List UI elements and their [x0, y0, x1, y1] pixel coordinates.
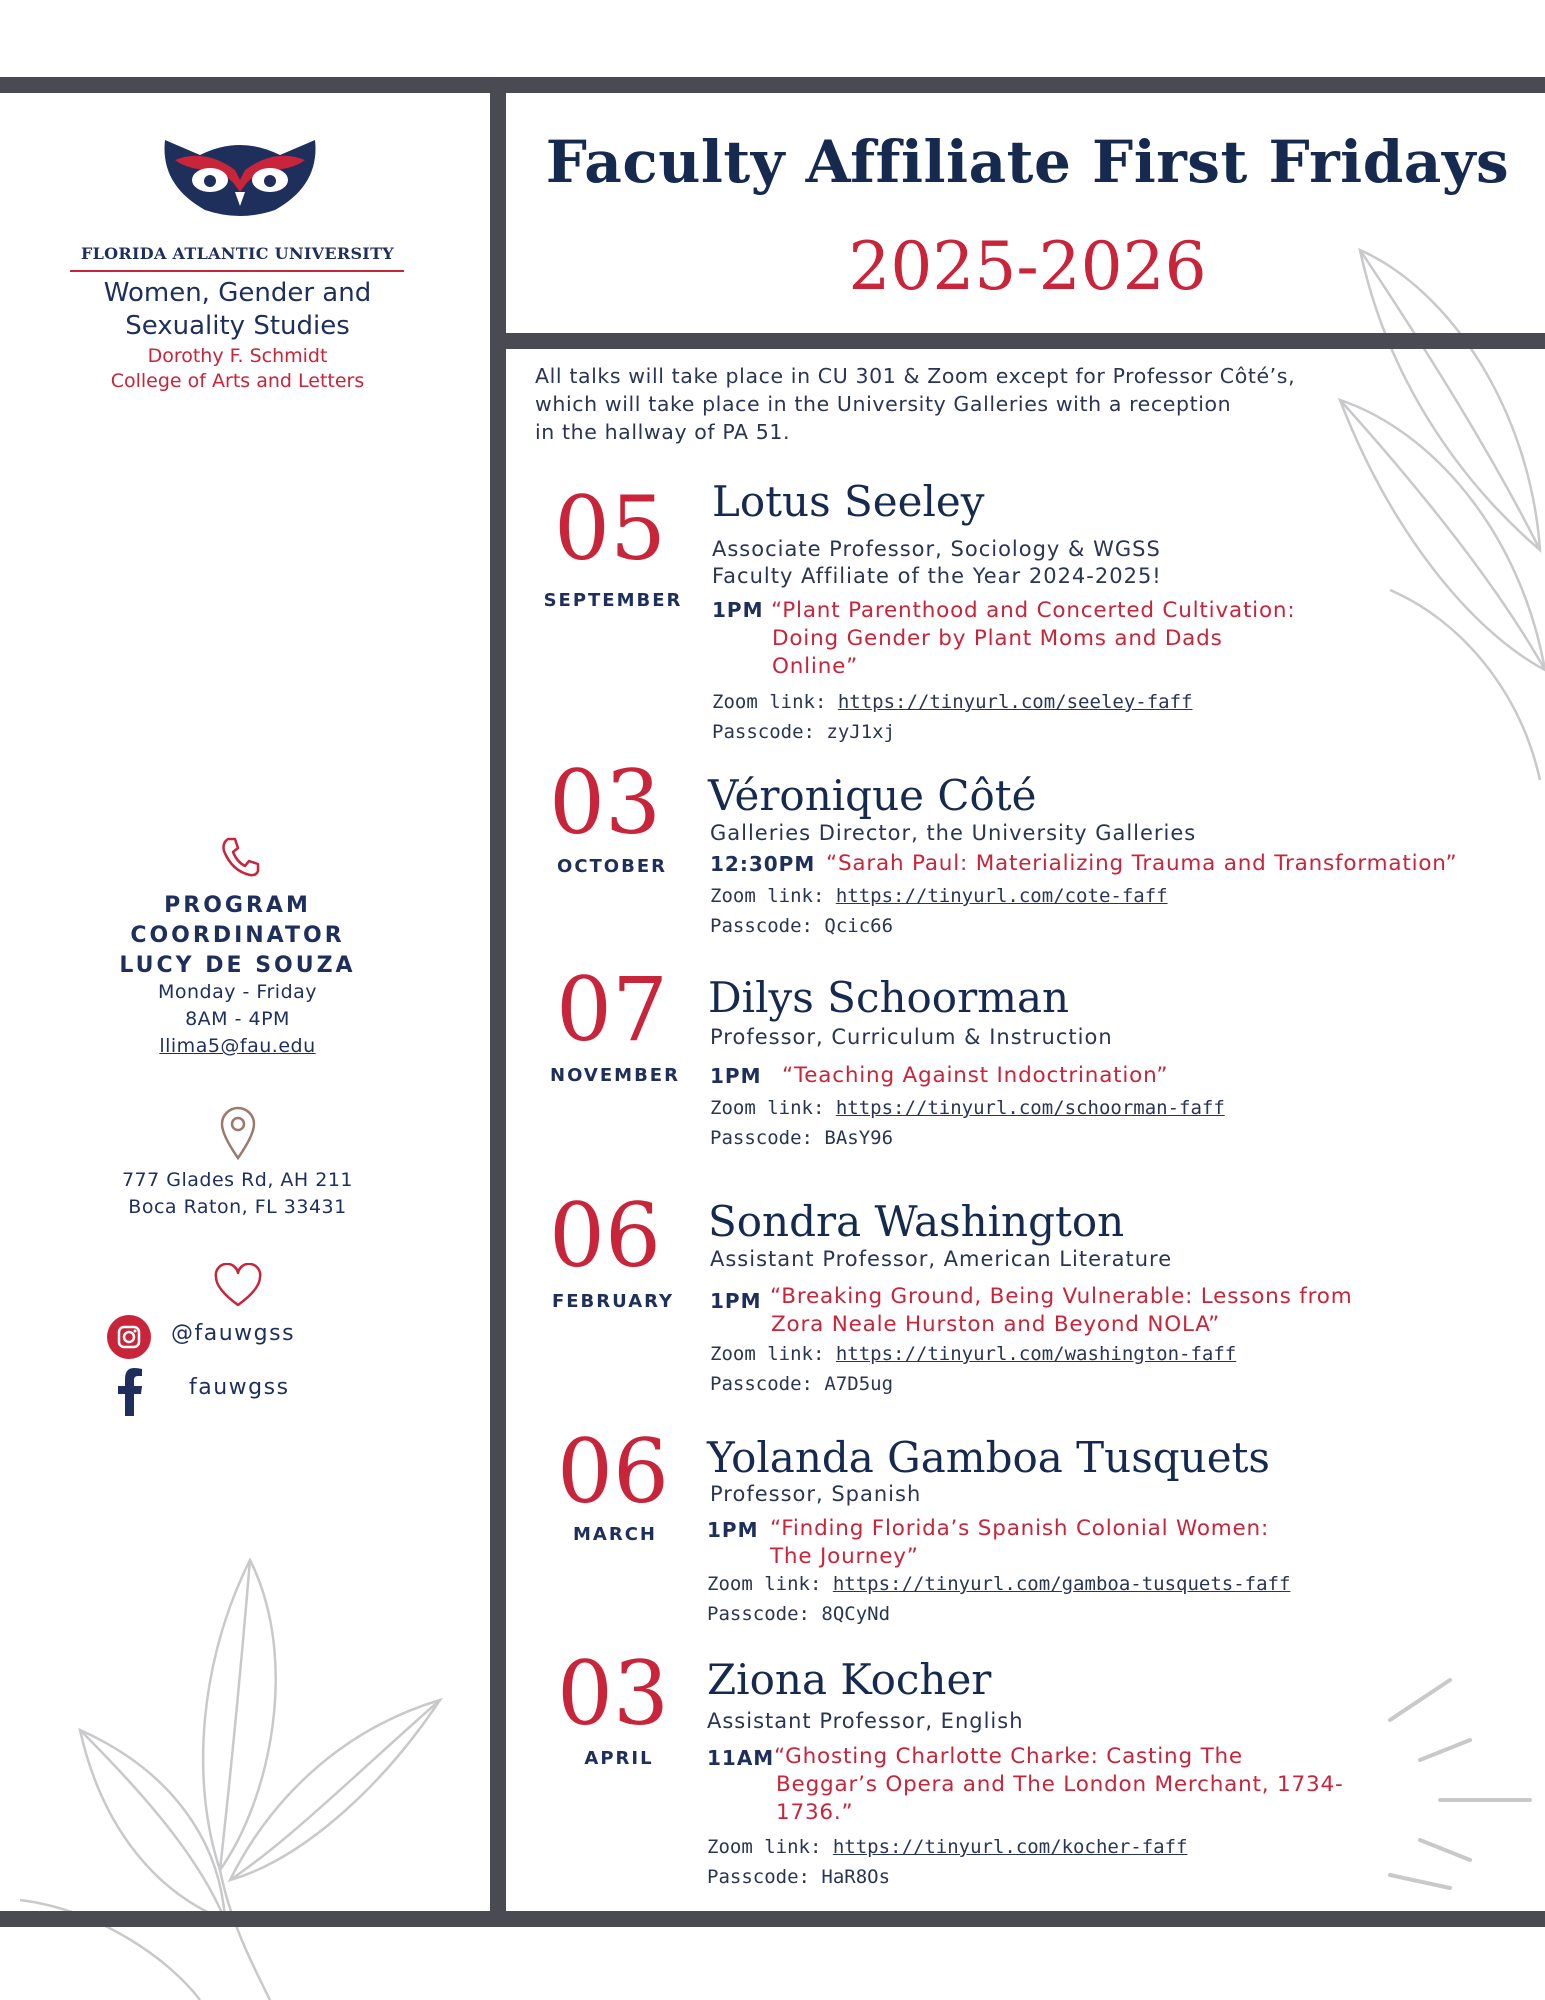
speaker-role — [710, 1024, 1113, 1051]
event-month: OCTOBER — [557, 856, 667, 877]
event-day: 07 — [556, 958, 668, 1061]
intro-line-3: in the hallway of PA 51. — [535, 420, 791, 444]
zoom-link[interactable]: https://tinyurl.com/seeley-faff — [837, 691, 1193, 713]
coord-line-1: PROGRAM — [164, 893, 311, 918]
zoom-label: Zoom link: — [707, 1836, 822, 1858]
speaker-role — [712, 536, 1162, 590]
intro-text — [535, 362, 1495, 446]
event-time: 1PM — [712, 598, 764, 622]
talk-line-1: “Ghosting Charlotte Charke: Casting The — [774, 1744, 1243, 1769]
email-link[interactable]: llima5@fau.edu — [159, 1035, 316, 1057]
speaker-name: Yolanda Gamboa Tusquets — [707, 1433, 1270, 1482]
zoom-info — [710, 1093, 1225, 1153]
talk-line-3: 1736.” — [776, 1800, 854, 1825]
event-time: 12:30PM — [710, 852, 816, 876]
zoom-info — [710, 881, 1168, 941]
event-time: 1PM — [710, 1289, 762, 1313]
sunburst-decoration — [1380, 1660, 1545, 1890]
academic-year: 2025-2026 — [848, 228, 1207, 305]
talk-line-2: Beggar’s Opera and The London Merchant, 1734- — [776, 1772, 1344, 1797]
frame-top-bar — [0, 77, 1545, 93]
intro-line-1: All talks will take place in CU 301 & Zoom except for Professor Côté’s, — [535, 364, 1296, 388]
dept-line-1: Women, Gender and — [103, 278, 372, 308]
talk-title — [770, 1283, 1352, 1339]
coord-line-3: LUCY DE SOUZA — [119, 953, 356, 978]
speaker-role — [707, 1708, 1024, 1735]
talk-line-1: “Sarah Paul: Materializing Trauma and Transformation” — [826, 851, 1458, 876]
talk-title — [826, 850, 1458, 878]
heart-icon — [212, 1263, 264, 1309]
hours-time: 8AM - 4PM — [185, 1008, 290, 1030]
zoom-label: Zoom link: — [712, 691, 827, 713]
zoom-info — [712, 687, 1192, 747]
talk-line-1: “Breaking Ground, Being Vulnerable: Lessons from — [770, 1284, 1353, 1309]
talk-line-1: “Teaching Against Indoctrination” — [782, 1063, 1169, 1088]
event-month: NOVEMBER — [550, 1065, 680, 1086]
frame-bottom-bar — [0, 1911, 1545, 1927]
frame-vertical-divider — [490, 77, 506, 1927]
talk-title — [770, 1515, 1269, 1571]
instagram-handle[interactable]: @fauwgss — [171, 1321, 296, 1346]
program-coordinator — [60, 891, 415, 981]
role-line-1: Professor, Spanish — [710, 1482, 922, 1506]
college-line-2: College of Arts and Letters — [110, 370, 365, 392]
event-month: FEBRUARY — [551, 1291, 675, 1312]
facebook-icon[interactable] — [116, 1368, 144, 1416]
speaker-name: Lotus Seeley — [712, 477, 985, 526]
event-day: 03 — [557, 1642, 669, 1745]
role-line-1: Associate Professor, Sociology & WGSS — [712, 537, 1161, 561]
zoom-label: Zoom link: — [707, 1573, 822, 1595]
event-month: APRIL — [584, 1748, 654, 1769]
event-month: SEPTEMBER — [543, 590, 683, 611]
role-line-1: Assistant Professor, English — [707, 1709, 1024, 1733]
location-pin-icon — [218, 1105, 258, 1161]
event-day: 06 — [549, 1184, 661, 1287]
zoom-link[interactable]: https://tinyurl.com/gamboa-tusquets-faff — [832, 1573, 1291, 1595]
talk-line-2: Doing Gender by Plant Moms and Dads — [772, 626, 1223, 651]
talk-line-1: “Plant Parenthood and Concerted Cultivation: — [771, 598, 1296, 623]
speaker-name: Véronique Côté — [708, 771, 1037, 820]
zoom-link[interactable]: https://tinyurl.com/kocher-faff — [832, 1836, 1188, 1858]
event-month: MARCH — [573, 1524, 657, 1545]
speaker-name: Dilys Schoorman — [708, 973, 1070, 1022]
passcode: Passcode: HaR8Os — [707, 1866, 891, 1888]
college-name — [60, 344, 415, 394]
logo-rule — [70, 270, 404, 272]
leaf-decoration-bottom-left — [20, 1540, 460, 2000]
fau-owl-logo — [155, 130, 325, 220]
facebook-handle[interactable]: fauwgss — [189, 1375, 290, 1400]
frame-header-divider — [490, 333, 1545, 349]
department-name — [60, 277, 415, 343]
event-time: 1PM — [707, 1518, 759, 1542]
office-hours — [60, 979, 415, 1060]
leaf-decoration-top-right — [1330, 230, 1545, 790]
phone-icon — [218, 835, 262, 879]
passcode: Passcode: BAsY96 — [710, 1127, 894, 1149]
zoom-link[interactable]: https://tinyurl.com/schoorman-faff — [835, 1097, 1225, 1119]
instagram-icon[interactable] — [107, 1315, 151, 1359]
talk-line-3: Online” — [772, 654, 859, 679]
zoom-label: Zoom link: — [710, 1097, 825, 1119]
talk-title — [772, 597, 1295, 681]
speaker-name: Ziona Kocher — [707, 1655, 992, 1704]
event-day: 03 — [549, 751, 661, 854]
talk-line-2: Zora Neale Hurston and Beyond NOLA” — [771, 1312, 1221, 1337]
speaker-role — [710, 1246, 1172, 1273]
event-time: 11AM — [707, 1746, 775, 1770]
event-day: 06 — [557, 1420, 669, 1523]
coord-line-2: COORDINATOR — [130, 923, 345, 948]
zoom-link[interactable]: https://tinyurl.com/washington-faff — [835, 1343, 1237, 1365]
dept-line-2: Sexuality Studies — [125, 311, 350, 341]
zoom-label: Zoom link: — [710, 1343, 825, 1365]
speaker-role — [710, 1481, 921, 1508]
talk-title — [782, 1062, 1168, 1090]
address — [60, 1167, 415, 1221]
zoom-link[interactable]: https://tinyurl.com/cote-faff — [835, 885, 1168, 907]
zoom-info — [710, 1339, 1236, 1399]
talk-title — [774, 1743, 1344, 1827]
event-time: 1PM — [710, 1064, 762, 1088]
role-line-1: Galleries Director, the University Galleries — [710, 821, 1197, 845]
zoom-info — [707, 1832, 1187, 1892]
talk-line-2: The Journey” — [770, 1544, 919, 1569]
intro-line-2: which will take place in the University Galleries with a reception — [535, 392, 1232, 416]
role-line-1: Assistant Professor, American Literature — [710, 1247, 1173, 1271]
role-line-2: Faculty Affiliate of the Year 2024-2025! — [712, 564, 1162, 588]
university-name: FLORIDA ATLANTIC UNIVERSITY — [80, 244, 395, 263]
speaker-role — [710, 820, 1196, 847]
speaker-name: Sondra Washington — [708, 1197, 1125, 1246]
college-line-1: Dorothy F. Schmidt — [147, 345, 328, 367]
zoom-label: Zoom link: — [710, 885, 825, 907]
talk-line-1: “Finding Florida’s Spanish Colonial Women: — [770, 1516, 1270, 1541]
address-line-2: Boca Raton, FL 33431 — [128, 1196, 347, 1218]
address-line-1: 777 Glades Rd, AH 211 — [121, 1169, 354, 1191]
page-title: Faculty Affiliate First Fridays — [545, 128, 1510, 196]
zoom-info — [707, 1569, 1290, 1629]
event-day: 05 — [554, 477, 666, 580]
passcode: Passcode: Qcic66 — [710, 915, 894, 937]
passcode: Passcode: A7D5ug — [710, 1373, 894, 1395]
hours-days: Monday - Friday — [157, 981, 318, 1003]
role-line-1: Professor, Curriculum & Instruction — [710, 1025, 1113, 1049]
passcode: Passcode: 8QCyNd — [707, 1603, 891, 1625]
passcode: Passcode: zyJ1xj — [712, 721, 896, 743]
